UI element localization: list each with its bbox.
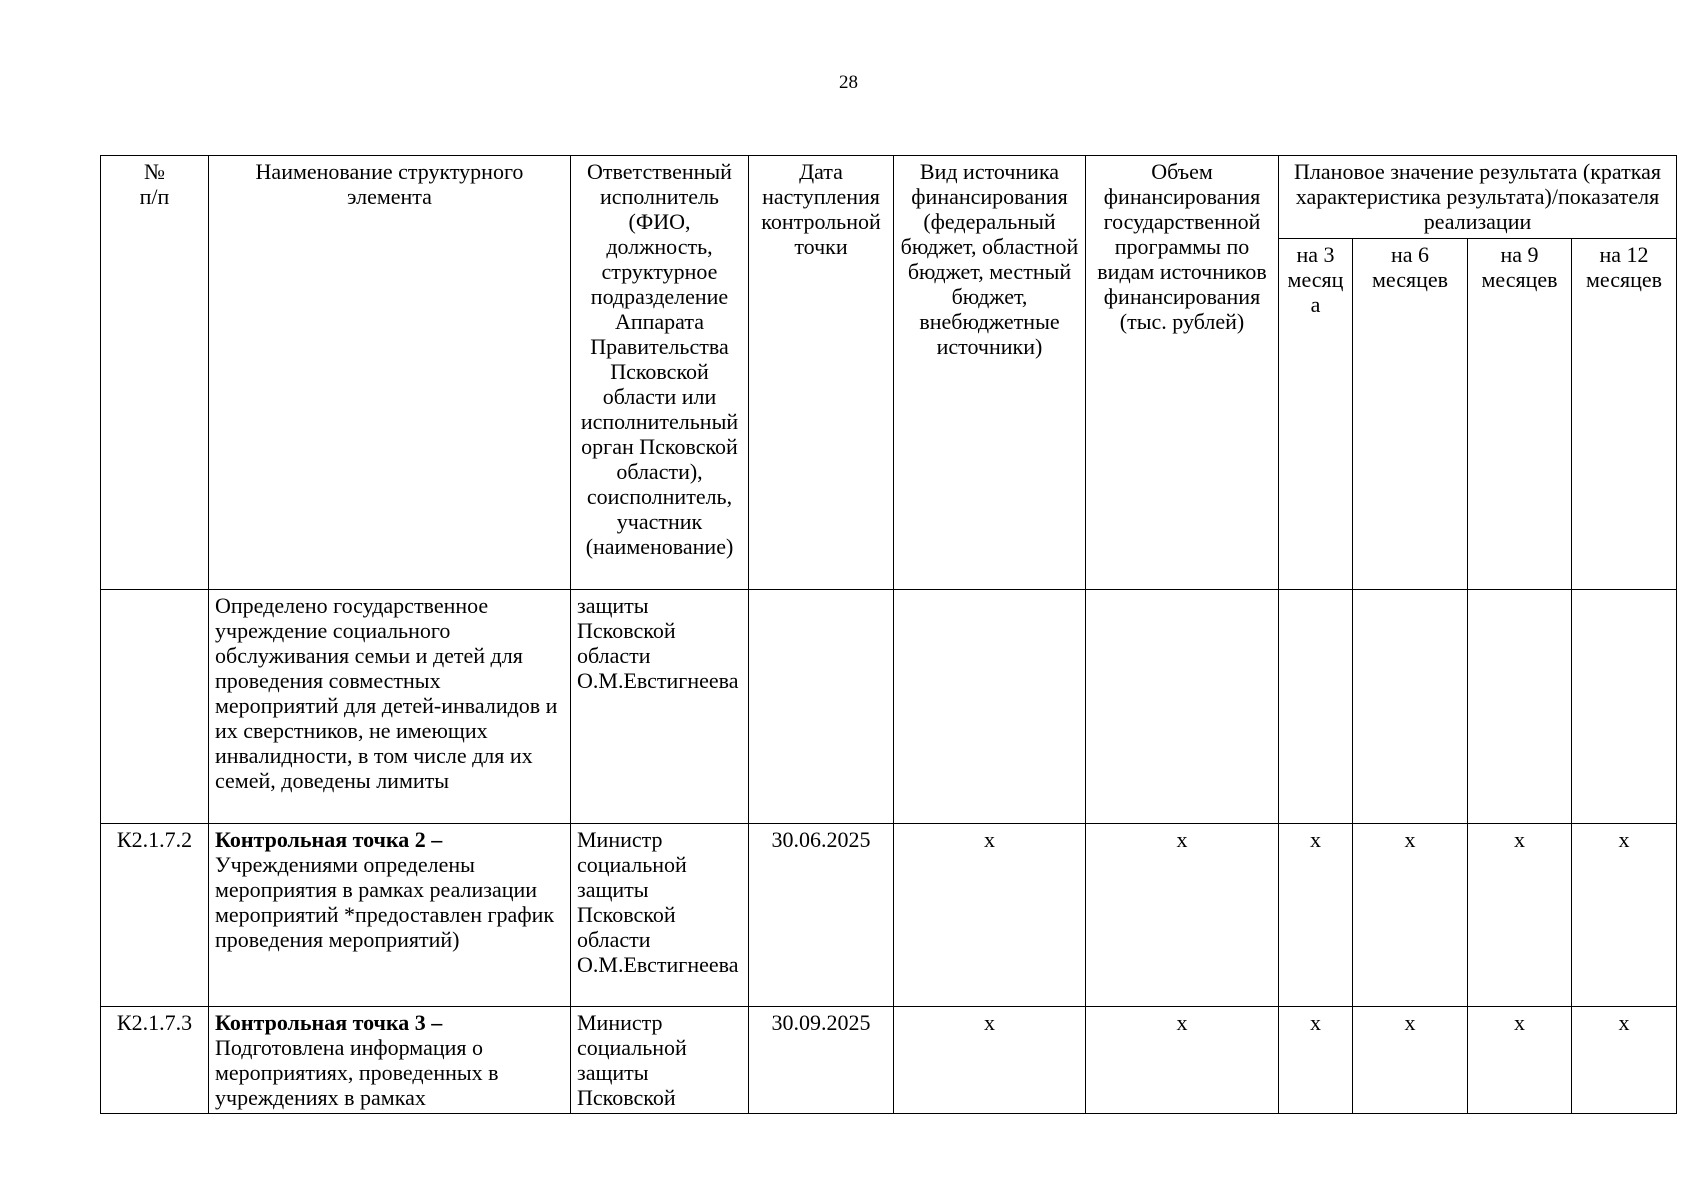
cell-responsible: защиты Псковской области О.М.Евстигнеева (571, 590, 749, 824)
cell-name (209, 1007, 571, 1114)
cell-m12 (1572, 590, 1677, 824)
cell-date: 30.06.2025 (749, 824, 894, 1007)
cell-m9: х (1468, 1007, 1572, 1114)
cell-m3 (1279, 590, 1353, 824)
cell-m12: х (1572, 1007, 1677, 1114)
cell-num: К2.1.7.2 (101, 824, 209, 1007)
cell-name (209, 590, 571, 824)
cell-name-bold: Контрольная точка 3 – (215, 1010, 443, 1035)
header-m6: на 6 месяцев (1353, 239, 1468, 590)
cell-volume: х (1086, 1007, 1279, 1114)
header-row-top (101, 156, 1677, 239)
cell-volume (1086, 590, 1279, 824)
cell-date (749, 590, 894, 824)
cell-name-bold: Контрольная точка 2 – (215, 827, 443, 852)
header-m9: на 9 месяцев (1468, 239, 1572, 590)
cell-name-text: Учреждениями определены мероприятия в рамках реализации мероприятий *предоставлен график проведения мероприятий) (215, 852, 555, 952)
cell-m6: х (1353, 824, 1468, 1007)
header-m3: на 3 месяца (1279, 239, 1353, 590)
header-source: Вид источника финансирования (федеральный бюджет, областной бюджет, местный бюджет, внебюджетные источники) (894, 156, 1086, 590)
cell-responsible: Министр социальной защиты Псковской (571, 1007, 749, 1114)
cell-m3: х (1279, 1007, 1353, 1114)
control-points-table (100, 155, 1677, 1114)
table-row (101, 1007, 1677, 1114)
header-name: Наименование структурного элемента (209, 156, 571, 590)
cell-source: х (894, 1007, 1086, 1114)
cell-volume: х (1086, 824, 1279, 1007)
cell-num (101, 590, 209, 824)
cell-num: К2.1.7.3 (101, 1007, 209, 1114)
cell-m12: х (1572, 824, 1677, 1007)
cell-m9 (1468, 590, 1572, 824)
cell-source: х (894, 824, 1086, 1007)
cell-date: 30.09.2025 (749, 1007, 894, 1114)
cell-m3: х (1279, 824, 1353, 1007)
page-number: 28 (839, 72, 858, 93)
cell-m6: х (1353, 1007, 1468, 1114)
table-row (101, 590, 1677, 824)
cell-source (894, 590, 1086, 824)
cell-name (209, 824, 571, 1007)
header-responsible: Ответственный исполнитель (ФИО, должность, структурное подразделение Аппарата Правительства Псковской области или исполнительный орган Псковской области), соисполнитель, участник (наименование) (571, 156, 749, 590)
header-num: № п/п (101, 156, 209, 590)
cell-name-text: Подготовлена информация о мероприятиях, проведенных в учреждениях в рамках (215, 1035, 499, 1110)
table-row (101, 824, 1677, 1007)
header-m12: на 12 месяцев (1572, 239, 1677, 590)
cell-responsible: Министр социальной защиты Псковской области О.М.Евстигнеева (571, 824, 749, 1007)
cell-m6 (1353, 590, 1468, 824)
header-planned: Плановое значение результата (краткая характеристика результата)/показателя реализации (1279, 156, 1677, 239)
header-date: Дата наступления контрольной точки (749, 156, 894, 590)
cell-name-text: Определено государственное учреждение социального обслуживания семьи и детей для проведения совместных мероприятий для детей-инвалидов и их сверстников, не имеющих инвалидности, в том числе для их семей, доведены лимиты (215, 593, 558, 793)
cell-m9: х (1468, 824, 1572, 1007)
header-volume: Объем финансирования государственной программы по видам источников финансирования (тыс. рублей) (1086, 156, 1279, 590)
